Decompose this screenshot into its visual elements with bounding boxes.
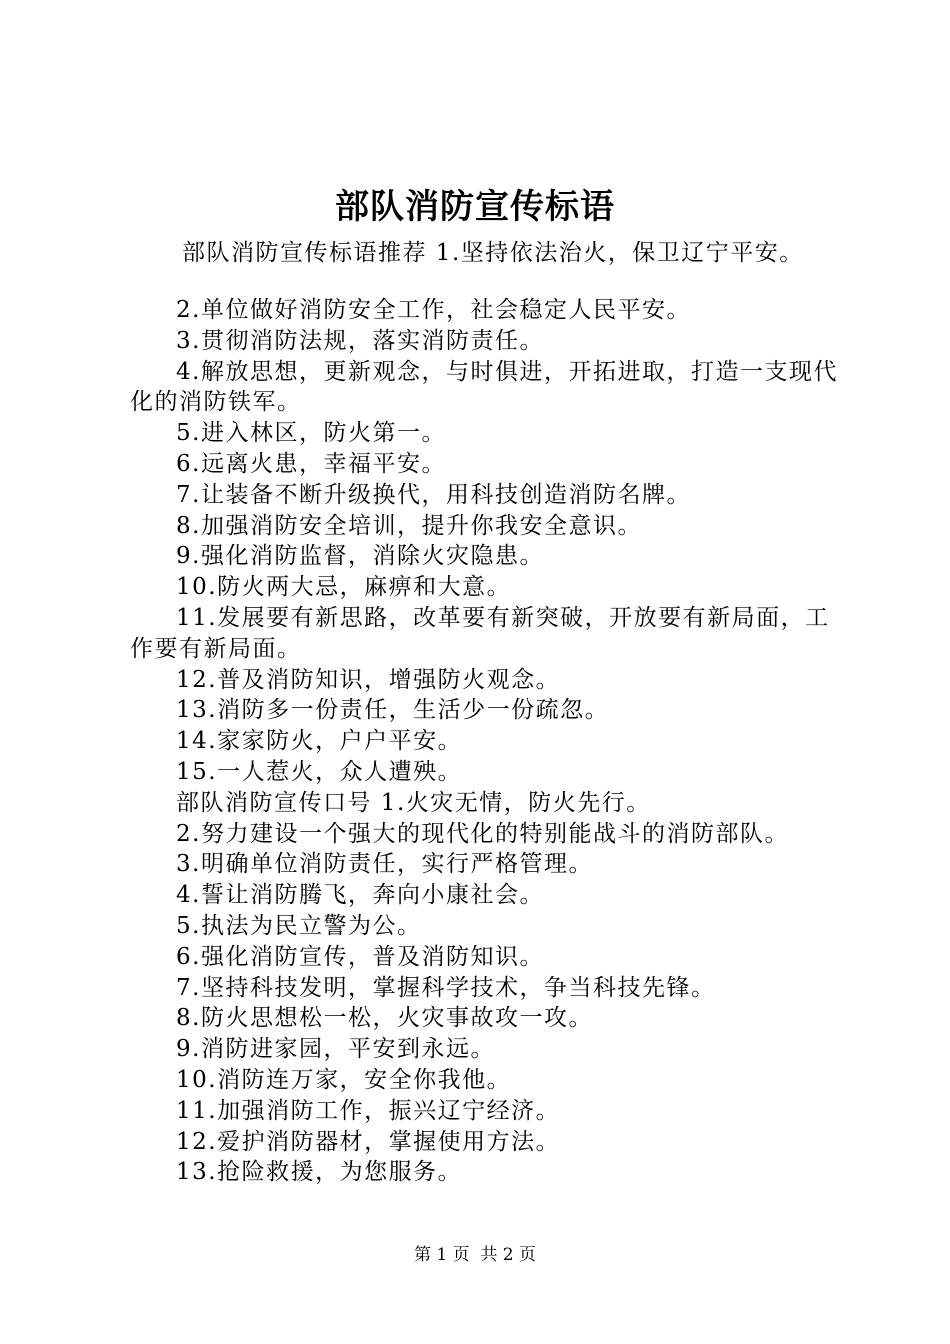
paragraph: 12.爱护消防器材，掌握使用方法。 bbox=[176, 1128, 561, 1155]
paragraph: 14.家家防火，户户平安。 bbox=[176, 728, 463, 755]
paragraph: 9.强化消防监督，消除火灾隐患。 bbox=[176, 543, 544, 570]
paragraph: 13.抢险救援，为您服务。 bbox=[176, 1159, 463, 1186]
paragraph: 10.防火两大忌，麻痹和大意。 bbox=[176, 574, 512, 601]
intro-paragraph: 部队消防宣传标语推荐 1.坚持依法治火，保卫辽宁平安。 bbox=[182, 240, 804, 266]
paragraph: 4.解放思想，更新观念，与时俱进，开拓进取，打造一支现代化的消防铁军。 bbox=[130, 358, 838, 416]
paragraph: 12.普及消防知识，增强防火观念。 bbox=[176, 666, 561, 693]
paragraph: 2.努力建设一个强大的现代化的特别能战斗的消防部队。 bbox=[176, 820, 789, 847]
paragraph: 6.远离火患，幸福平安。 bbox=[176, 450, 446, 477]
paragraph: 6.强化消防宣传，普及消防知识。 bbox=[176, 943, 544, 970]
page-footer: 第 1 页 共 2 页 bbox=[413, 1245, 537, 1265]
paragraph: 5.执法为民立警为公。 bbox=[176, 912, 422, 939]
paragraph: 13.消防多一份责任，生活少一份疏忽。 bbox=[176, 697, 610, 724]
paragraph: 10.消防连万家，安全你我他。 bbox=[176, 1066, 512, 1093]
paragraph: 5.进入林区，防火第一。 bbox=[176, 420, 446, 447]
paragraph: 4.誓让消防腾飞，奔向小康社会。 bbox=[176, 882, 544, 909]
paragraph: 11.发展要有新思路，改革要有新突破，开放要有新局面，工作要有新局面。 bbox=[130, 604, 830, 662]
paragraph: 部队消防宣传口号 1.火灾无情，防火先行。 bbox=[176, 789, 651, 816]
paragraph: 3.明确单位消防责任，实行严格管理。 bbox=[176, 851, 593, 878]
document-body bbox=[130, 295, 838, 1188]
paragraph: 3.贯彻消防法规，落实消防责任。 bbox=[176, 327, 544, 354]
paragraph: 7.让装备不断升级换代，用科技创造消防名牌。 bbox=[176, 481, 691, 508]
paragraph: 8.防火思想松一松，火灾事故攻一攻。 bbox=[176, 1005, 593, 1032]
paragraph: 2.单位做好消防安全工作，社会稳定人民平安。 bbox=[176, 297, 691, 323]
paragraph: 9.消防进家园，平安到永远。 bbox=[176, 1036, 495, 1063]
paragraph: 7.坚持科技发明，掌握科学技术，争当科技先锋。 bbox=[176, 974, 716, 1001]
paragraph: 8.加强消防安全培训，提升你我安全意识。 bbox=[176, 512, 642, 539]
paragraph: 15.一人惹火，众人遭殃。 bbox=[176, 758, 463, 785]
document-title: 部队消防宣传标语 bbox=[335, 187, 615, 227]
paragraph: 11.加强消防工作，振兴辽宁经济。 bbox=[176, 1097, 561, 1124]
